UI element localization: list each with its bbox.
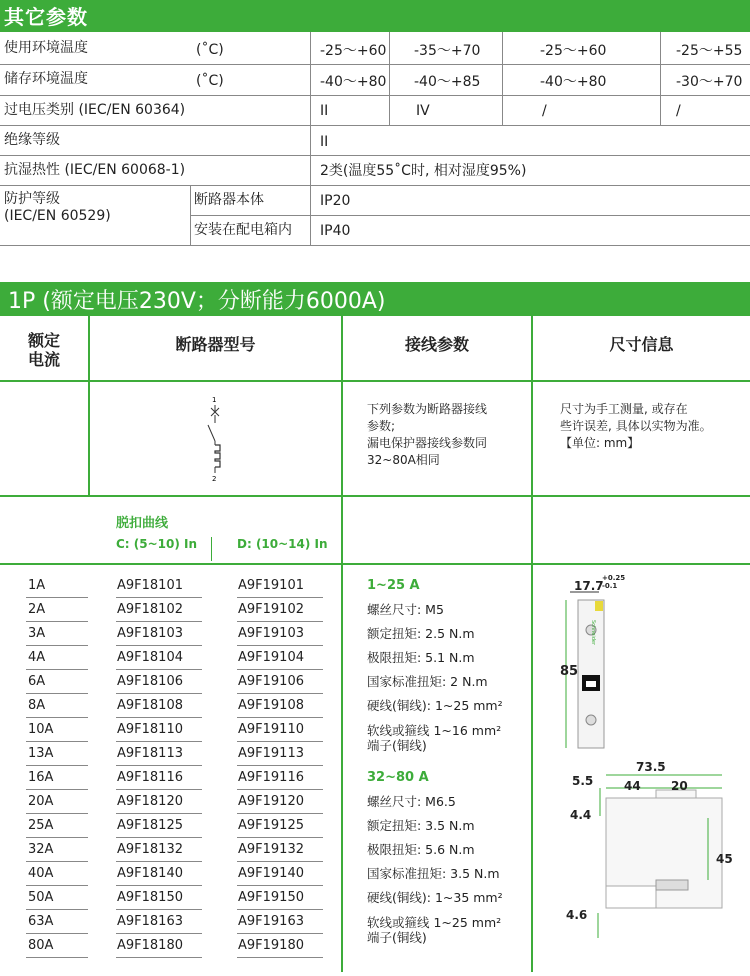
header-rated-current (0, 331, 88, 369)
table-row (0, 790, 340, 814)
model-c-cell: A9F18108 (117, 698, 183, 713)
protection-label: 防护等级 (4, 191, 60, 207)
curve-d-label: D: (10~14) In (237, 537, 328, 551)
note-line: 32~80A相同 (367, 453, 440, 467)
model-d-cell: A9F19140 (238, 866, 304, 881)
row-underline (26, 957, 88, 958)
model-d-cell: A9F19108 (238, 698, 304, 713)
front-view-drawing (540, 570, 750, 750)
row-underline (116, 957, 202, 958)
model-d-cell: A9F19120 (238, 794, 304, 809)
header-text: 电流 (27, 350, 60, 369)
spec-line: 额定扭矩: 2.5 N.m (367, 626, 475, 641)
row-divider (190, 215, 750, 216)
rated-current-cell: 10A (28, 722, 54, 737)
spec-line: 端子(铜线) (367, 738, 427, 753)
cell-value: -25～+55 (676, 43, 743, 59)
header-dimension: 尺寸信息 (609, 335, 674, 354)
rated-current-cell: 16A (28, 770, 54, 785)
spec-line: 端子(铜线) (367, 930, 427, 945)
cell-value: -25～+60 (320, 43, 387, 59)
col-divider (502, 32, 503, 125)
spec-line: 硬线(铜线): 1~35 mm² (367, 890, 503, 905)
spec-line: 极限扭矩: 5.6 N.m (367, 842, 475, 857)
section2-title: 1P (额定电压230V；分断能力6000A) (8, 289, 386, 314)
row-divider (0, 95, 750, 96)
rated-current-cell: 20A (28, 794, 54, 809)
spec-line: 额定扭矩: 3.5 N.m (367, 818, 475, 833)
col-divider (310, 32, 311, 245)
spec-line: 软线或箍线 1~25 mm² (367, 915, 502, 930)
curve-title: 脱扣曲线 (116, 516, 169, 531)
table-row (0, 862, 340, 886)
side-f: 4.6 (566, 908, 588, 922)
side-total: 73.5 (636, 760, 666, 774)
rated-current-cell: 32A (28, 842, 54, 857)
cell-value: / (542, 103, 547, 119)
side-c: 5.5 (572, 774, 594, 788)
table-row (0, 742, 340, 766)
model-c-cell: A9F18106 (117, 674, 183, 689)
note-line: 漏电保护器接线参数同 (367, 436, 488, 450)
table-row (0, 934, 340, 958)
row-divider (0, 155, 750, 156)
table-row (0, 598, 340, 622)
spec-line: 国家标准扭矩: 3.5 N.m (367, 866, 500, 881)
col-divider (190, 185, 191, 245)
model-d-cell: A9F19125 (238, 818, 304, 833)
model-c-cell: A9F18102 (117, 602, 183, 617)
note-line: 下列参数为断路器接线 (367, 402, 488, 416)
rated-current-cell: 3A (28, 626, 46, 641)
model-d-cell: A9F19103 (238, 626, 304, 641)
model-c-cell: A9F18163 (117, 914, 183, 929)
header-wiring: 接线参数 (404, 335, 469, 354)
row-label: 使用环境温度 (4, 40, 88, 56)
protection-value: IP40 (320, 223, 351, 239)
model-c-cell: A9F18110 (117, 722, 183, 737)
spec-line: 螺丝尺寸: M6.5 (367, 794, 456, 809)
cell-value: -40～+85 (414, 74, 481, 90)
green-row-divider (0, 380, 750, 382)
table-row (0, 574, 340, 598)
spec-line: 软线或箍线 1~16 mm² (367, 723, 502, 738)
row-divider (0, 185, 750, 186)
note-line: 些许误差, 具体以实物为准。 (560, 419, 712, 433)
row-label: 抗湿热性 (IEC/EN 60068-1) (4, 162, 186, 178)
row-label: 绝缘等级 (4, 132, 60, 148)
table-row (0, 718, 340, 742)
section1-title: 其它参数 (4, 5, 88, 29)
curve-c-label: C: (5~10) In (116, 537, 198, 551)
model-d-cell: A9F19104 (238, 650, 304, 665)
row-unit: (˚C) (196, 42, 224, 58)
cell-value: / (676, 103, 681, 119)
table-row (0, 886, 340, 910)
row-divider (0, 64, 750, 65)
table-row (0, 838, 340, 862)
table-row (0, 670, 340, 694)
model-d-cell: A9F19106 (238, 674, 304, 689)
protection-value: IP20 (320, 193, 351, 209)
front-width: 17.7 (574, 579, 604, 593)
curve-divider (211, 537, 212, 561)
spec-range: 1~25 A (367, 578, 420, 593)
side-b: 20 (671, 779, 688, 793)
rated-current-cell: 25A (28, 818, 54, 833)
model-d-cell: A9F19113 (238, 746, 304, 761)
symbol-bottom-label: 2 (212, 475, 217, 483)
protection-sub-label: 断路器本体 (194, 192, 264, 208)
row-unit: (˚C) (196, 73, 224, 89)
section1-title-bar (0, 0, 750, 32)
model-c-cell: A9F18116 (117, 770, 183, 785)
breaker-symbol (196, 393, 236, 485)
dimension-note (560, 401, 712, 452)
rated-current-cell: 6A (28, 674, 46, 689)
rated-current-cell: 13A (28, 746, 54, 761)
rated-current-cell: 63A (28, 914, 54, 929)
model-c-cell: A9F18113 (117, 746, 183, 761)
green-col-divider (531, 316, 533, 972)
model-d-cell: A9F19150 (238, 890, 304, 905)
green-row-divider (0, 563, 750, 565)
cell-value: II (320, 103, 329, 119)
model-d-cell: A9F19116 (238, 770, 304, 785)
model-c-cell: A9F18132 (117, 842, 183, 857)
model-d-cell: A9F19132 (238, 842, 304, 857)
row-underline (237, 957, 323, 958)
cell-value: II (320, 134, 329, 150)
row-label: 储存环境温度 (4, 71, 88, 87)
cell-value: IV (416, 103, 430, 119)
green-col-divider (341, 316, 343, 972)
cell-value: -25～+60 (540, 43, 607, 59)
front-tol-plus: +0.25 (602, 574, 626, 582)
row-divider (0, 245, 750, 246)
model-c-cell: A9F18140 (117, 866, 183, 881)
spec-line: 极限扭矩: 5.1 N.m (367, 650, 475, 665)
model-d-cell: A9F19163 (238, 914, 304, 929)
col-divider (389, 32, 390, 125)
rated-current-cell: 50A (28, 890, 54, 905)
protection-standard: (IEC/EN 60529) (4, 208, 111, 224)
table-row (0, 910, 340, 934)
brand-label: Schneider (590, 620, 596, 646)
header-model: 断路器型号 (175, 335, 256, 354)
spec-range: 32~80 A (367, 770, 429, 785)
section2-title-bar (0, 282, 750, 316)
cell-value: -35～+70 (414, 43, 481, 59)
model-c-cell: A9F18104 (117, 650, 183, 665)
side-view-drawing (540, 758, 750, 972)
model-c-cell: A9F18150 (117, 890, 183, 905)
table-row (0, 694, 340, 718)
table-row (0, 814, 340, 838)
row-divider (0, 125, 750, 126)
table-row (0, 622, 340, 646)
spec-line: 螺丝尺寸: M5 (367, 602, 444, 617)
header-text: 额定 (27, 331, 60, 350)
cell-value: -40～+80 (540, 74, 607, 90)
model-d-cell: A9F19180 (238, 938, 304, 953)
front-tol-minus: -0.1 (602, 582, 618, 590)
model-c-cell: A9F18120 (117, 794, 183, 809)
side-e: 45 (716, 852, 733, 866)
note-line: 【单位: mm】 (560, 436, 640, 450)
model-c-cell: A9F18103 (117, 626, 183, 641)
rated-current-cell: 4A (28, 650, 46, 665)
rated-current-cell: 1A (28, 578, 46, 593)
front-height: 85 (560, 664, 579, 679)
model-d-cell: A9F19110 (238, 722, 304, 737)
model-c-cell: A9F18180 (117, 938, 183, 953)
cell-value: 2类(温度55˚C时, 相对湿度95%) (320, 163, 527, 179)
col-divider (660, 32, 661, 125)
green-row-divider (0, 495, 750, 497)
model-c-cell: A9F18101 (117, 578, 183, 593)
note-line: 参数; (367, 419, 396, 433)
model-c-cell: A9F18125 (117, 818, 183, 833)
rated-current-cell: 8A (28, 698, 46, 713)
cell-value: -40～+80 (320, 74, 387, 90)
rated-current-cell: 40A (28, 866, 54, 881)
symbol-top-label: 1 (212, 396, 217, 404)
spec-line: 国家标准扭矩: 2 N.m (367, 674, 488, 689)
side-d: 4.4 (570, 808, 592, 822)
table-row (0, 646, 340, 670)
rated-current-cell: 2A (28, 602, 46, 617)
model-d-cell: A9F19101 (238, 578, 304, 593)
protection-sub-label: 安装在配电箱内 (194, 222, 292, 238)
note-line: 尺寸为手工测量, 或存在 (560, 402, 688, 416)
table-row (0, 766, 340, 790)
cell-value: -30～+70 (676, 74, 743, 90)
side-a: 44 (624, 779, 641, 793)
spec-line: 硬线(铜线): 1~25 mm² (367, 698, 503, 713)
model-d-cell: A9F19102 (238, 602, 304, 617)
row-label: 过电压类别 (IEC/EN 60364) (4, 102, 186, 118)
wiring-note (367, 401, 487, 469)
rated-current-cell: 80A (28, 938, 54, 953)
